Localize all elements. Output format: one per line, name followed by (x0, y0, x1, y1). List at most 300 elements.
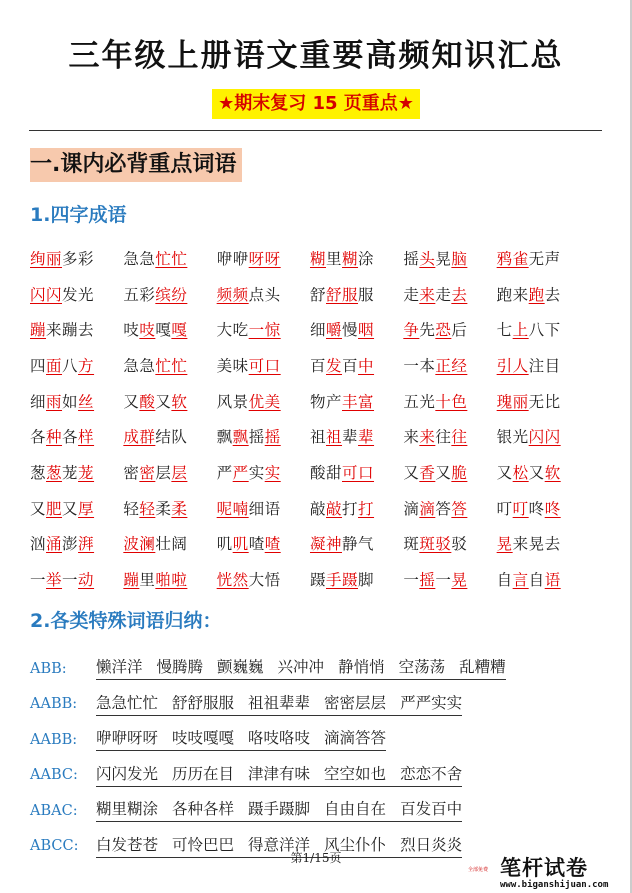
idiom-text: 急急 (123, 356, 156, 375)
category-word: 蹑手蹑脚 (248, 800, 311, 819)
brand-url: www.biganshijuan.com (500, 880, 609, 890)
title-divider (29, 130, 602, 131)
idiom-text: 实 (248, 463, 265, 482)
category-word: 兴冲冲 (277, 658, 325, 677)
idiom-item (497, 497, 590, 519)
idiom-highlight: 丝 (78, 392, 95, 411)
idiom-item (217, 568, 310, 590)
idiom-item (30, 318, 123, 340)
category-label: ABCC: (30, 838, 79, 855)
idiom-highlight: 嚼 (326, 321, 343, 340)
idiom-highlight: 跑 (528, 285, 545, 304)
idiom-highlight: 轻 (139, 499, 156, 518)
idiom-highlight: 争 (403, 321, 420, 340)
idiom-text: 来蹦去 (46, 321, 95, 340)
idiom-highlight: 香 (419, 463, 436, 482)
idiom-highlight: 成群 (123, 428, 156, 447)
idiom-text: 银光 (496, 428, 529, 447)
category-word: 白发苍苍 (96, 835, 159, 854)
category-word: 咿咿呀呀 (96, 729, 159, 748)
subsection-idioms-heading: 1.四字成语 (30, 204, 127, 226)
idiom-text: 七 (496, 321, 513, 340)
category-word: 舒舒服服 (172, 693, 235, 712)
brand-tagline: 全部免费 (468, 867, 489, 873)
idiom-highlight: 茏 (78, 463, 95, 482)
category-label: AABC: (30, 767, 78, 784)
idiom-text: 又 (155, 392, 172, 411)
idiom-text: 百 (342, 356, 359, 375)
idiom-text: 风景 (216, 392, 249, 411)
idiom-text: 轻 (123, 499, 140, 518)
idiom-highlight: 密 (139, 463, 156, 482)
idiom-row (30, 526, 590, 562)
idiom-highlight: 来 (419, 428, 436, 447)
idiom-highlight: 恐 (435, 321, 452, 340)
idiom-item (403, 283, 496, 305)
idiom-text: 葱 (30, 463, 47, 482)
idiom-item (403, 354, 496, 376)
idiom-text: 壮阔 (155, 535, 188, 554)
idiom-row (30, 240, 590, 276)
category-row (30, 651, 590, 687)
idiom-text: 又 (528, 463, 545, 482)
idiom-highlight: 厚 (78, 499, 95, 518)
category-row (30, 687, 590, 723)
idiom-grid (30, 240, 590, 597)
idiom-highlight: 层 (171, 463, 188, 482)
idiom-highlight: 手蹑 (326, 571, 359, 590)
page-number: 第1/15页 (290, 851, 342, 865)
category-word: 空空如也 (324, 764, 387, 783)
idiom-highlight: 呀呀 (248, 249, 281, 268)
idiom-item (403, 532, 496, 554)
idiom-highlight: 忙忙 (155, 249, 188, 268)
idiom-text: 后 (451, 321, 468, 340)
idiom-highlight: 酸 (139, 392, 156, 411)
idiom-highlight: 瑰丽 (496, 392, 529, 411)
idiom-item (123, 318, 216, 340)
idiom-highlight: 糊 (342, 249, 359, 268)
idiom-item (217, 532, 310, 554)
idiom-row (30, 561, 590, 597)
idiom-highlight: 脆 (451, 463, 468, 482)
idiom-item (30, 247, 123, 269)
category-word: 吱吱嘎嘎 (172, 729, 235, 748)
idiom-item (30, 390, 123, 412)
idiom-text: 层 (155, 463, 172, 482)
category-word: 咯吱咯吱 (248, 729, 311, 748)
idiom-highlight: 上 (512, 321, 529, 340)
category-word: 各种各样 (172, 800, 235, 819)
idiom-text: 物产 (309, 392, 342, 411)
idiom-highlight: 实 (264, 463, 281, 482)
idiom-highlight: 优美 (248, 392, 281, 411)
idiom-text: 来晃去 (512, 535, 561, 554)
idiom-text: 往 (435, 428, 452, 447)
category-word: 可怜巴巴 (172, 835, 235, 854)
idiom-row (30, 311, 590, 347)
idiom-item (123, 532, 216, 554)
idiom-item (30, 568, 123, 590)
idiom-item (30, 425, 123, 447)
category-row (30, 722, 590, 758)
idiom-text: 无声 (528, 249, 561, 268)
idiom-text: 咚 (528, 499, 545, 518)
idiom-text: 注目 (528, 356, 561, 375)
idiom-item (217, 247, 310, 269)
category-label: ABAC: (30, 802, 78, 819)
subtitle-banner (0, 89, 632, 119)
idiom-text: 如 (62, 392, 79, 411)
idiom-highlight: 雨 (46, 392, 63, 411)
idiom-row (30, 383, 590, 419)
idiom-highlight: 绚丽 (30, 249, 63, 268)
idiom-item (497, 532, 590, 554)
idiom-item (497, 425, 590, 447)
idiom-text: 走 (403, 285, 420, 304)
idiom-text: 喳 (248, 535, 265, 554)
idiom-item (30, 461, 123, 483)
idiom-highlight: 言 (512, 571, 529, 590)
idiom-highlight: 摇 (264, 428, 281, 447)
idiom-highlight: 种 (46, 428, 63, 447)
idiom-item (217, 390, 310, 412)
idiom-highlight: 吱 (139, 321, 156, 340)
idiom-text: 五彩 (123, 285, 156, 304)
idiom-highlight: 呢喃 (216, 499, 249, 518)
idiom-item (497, 390, 590, 412)
idiom-highlight: 可口 (342, 463, 375, 482)
idiom-text: 一 (403, 571, 420, 590)
idiom-text: 飘 (216, 428, 233, 447)
idiom-highlight: 肥 (46, 499, 63, 518)
category-row (30, 758, 590, 794)
category-label: ABB: (30, 660, 67, 677)
category-word: 密密层层 (324, 693, 387, 712)
idiom-text: 无比 (528, 392, 561, 411)
idiom-highlight: 闪闪 (528, 428, 561, 447)
idiom-item (310, 461, 403, 483)
idiom-item (497, 354, 590, 376)
idiom-text: 走 (435, 285, 452, 304)
category-items (96, 728, 386, 751)
category-word: 百发百中 (400, 800, 463, 819)
subtitle: ★期末复习 15 页重点★ (212, 89, 420, 119)
idiom-highlight: 飘 (232, 428, 249, 447)
idiom-text: 密 (123, 463, 140, 482)
idiom-text: 祖 (309, 428, 326, 447)
section-heading: 一.课内必背重点词语 (30, 148, 242, 182)
idiom-text: 辈 (342, 428, 359, 447)
idiom-text: 八 (62, 356, 79, 375)
idiom-item (217, 497, 310, 519)
idiom-highlight: 方 (78, 356, 95, 375)
idiom-row (30, 490, 590, 526)
idiom-highlight: 面 (46, 356, 63, 375)
idiom-text: 又 (62, 499, 79, 518)
idiom-item (123, 568, 216, 590)
category-label: AABB: (30, 731, 78, 748)
idiom-row (30, 454, 590, 490)
idiom-text: 摇 (248, 428, 265, 447)
idiom-item (217, 461, 310, 483)
idiom-highlight: 祖 (326, 428, 343, 447)
category-word: 急急忙忙 (96, 693, 159, 712)
idiom-item (310, 247, 403, 269)
category-items (96, 764, 462, 787)
idiom-text: 去 (544, 285, 561, 304)
idiom-highlight: 柔 (171, 499, 188, 518)
idiom-item (403, 425, 496, 447)
idiom-item (30, 283, 123, 305)
category-word: 津津有味 (248, 764, 311, 783)
idiom-highlight: 涌 (46, 535, 63, 554)
idiom-text: 舒 (309, 285, 326, 304)
idiom-highlight: 湃 (78, 535, 95, 554)
idiom-item (30, 354, 123, 376)
category-label: AABB: (30, 696, 78, 713)
idiom-text: 又 (435, 463, 452, 482)
category-word: 自由自在 (324, 800, 387, 819)
idiom-highlight: 引人 (496, 356, 529, 375)
idiom-item (497, 283, 590, 305)
idiom-item (310, 283, 403, 305)
idiom-text: 斑 (403, 535, 420, 554)
idiom-item (217, 318, 310, 340)
idiom-highlight: 来 (419, 285, 436, 304)
idiom-highlight: 举 (46, 571, 63, 590)
idiom-text: 茏 (62, 463, 79, 482)
idiom-highlight: 啪啦 (155, 571, 188, 590)
idiom-text: 柔 (155, 499, 172, 518)
idiom-text: 咿咿 (216, 249, 249, 268)
category-word: 慢腾腾 (156, 658, 204, 677)
idiom-item (310, 532, 403, 554)
idiom-text: 服 (358, 285, 375, 304)
idiom-text: 又 (30, 499, 47, 518)
idiom-highlight: 晃 (496, 535, 513, 554)
idiom-highlight: 闪闪 (30, 285, 63, 304)
idiom-text: 叽 (216, 535, 233, 554)
category-word: 恋恋不舍 (400, 764, 463, 783)
idiom-text: 来 (403, 428, 420, 447)
idiom-highlight: 舒服 (326, 285, 359, 304)
idiom-highlight: 忙忙 (155, 356, 188, 375)
idiom-highlight: 样 (78, 428, 95, 447)
page-title: 三年级上册语文重要高频知识汇总 (68, 38, 564, 74)
idiom-highlight: 晃 (451, 571, 468, 590)
idiom-item (310, 390, 403, 412)
idiom-row (30, 276, 590, 312)
idiom-item (497, 568, 590, 590)
idiom-highlight: 严 (232, 463, 249, 482)
idiom-text: 结队 (155, 428, 188, 447)
idiom-highlight: 敲 (326, 499, 343, 518)
idiom-text: 美味 (216, 356, 249, 375)
idiom-item (123, 283, 216, 305)
idiom-text: 自 (528, 571, 545, 590)
idiom-text: 多彩 (62, 249, 95, 268)
brand-logo (468, 852, 628, 892)
idiom-text: 百 (309, 356, 326, 375)
idiom-text: 点头 (248, 285, 281, 304)
idiom-text: 又 (123, 392, 140, 411)
idiom-item (123, 461, 216, 483)
idiom-text: 涂 (358, 249, 375, 268)
idiom-item (310, 318, 403, 340)
idiom-text: 里 (139, 571, 156, 590)
idiom-row (30, 418, 590, 454)
idiom-text: 嘎 (155, 321, 172, 340)
subsection-categories-heading: 2.各类特殊词语归纳： (30, 610, 222, 632)
idiom-highlight: 正经 (435, 356, 468, 375)
idiom-highlight: 斑驳 (419, 535, 452, 554)
idiom-item (30, 497, 123, 519)
idiom-highlight: 糊 (309, 249, 326, 268)
idiom-text: 急急 (123, 249, 156, 268)
idiom-item (30, 532, 123, 554)
idiom-highlight: 往 (451, 428, 468, 447)
idiom-text: 又 (403, 463, 420, 482)
category-word: 糊里糊涂 (96, 800, 159, 819)
idiom-text: 细语 (248, 499, 281, 518)
idiom-highlight: 咚 (544, 499, 561, 518)
idiom-item (310, 497, 403, 519)
idiom-highlight: 一惊 (248, 321, 281, 340)
idiom-text: 四 (30, 356, 47, 375)
idiom-item (310, 568, 403, 590)
idiom-item (123, 354, 216, 376)
idiom-highlight: 脑 (451, 249, 468, 268)
category-items (96, 799, 462, 822)
idiom-highlight: 恍然 (216, 571, 249, 590)
idiom-highlight: 波澜 (123, 535, 156, 554)
category-word: 历历在目 (172, 764, 235, 783)
idiom-item (497, 461, 590, 483)
idiom-highlight: 喳 (264, 535, 281, 554)
idiom-text: 里 (326, 249, 343, 268)
category-word: 乱糟糟 (459, 658, 506, 677)
idiom-highlight: 软 (171, 392, 188, 411)
idiom-item (123, 425, 216, 447)
idiom-text: 蹑 (309, 571, 326, 590)
idiom-text: 细 (30, 392, 47, 411)
idiom-text: 自 (496, 571, 513, 590)
category-word: 得意洋洋 (248, 835, 311, 854)
idiom-item (403, 568, 496, 590)
idiom-text: 酸甜 (309, 463, 342, 482)
category-word: 空荡荡 (398, 658, 446, 677)
idiom-text: 驳 (451, 535, 468, 554)
idiom-text: 慢 (342, 321, 359, 340)
idiom-item (217, 425, 310, 447)
idiom-highlight: 语 (544, 571, 561, 590)
idiom-text: 摇 (403, 249, 420, 268)
idiom-text: 叮 (496, 499, 513, 518)
idiom-item (403, 318, 496, 340)
idiom-text: 吱 (123, 321, 140, 340)
idiom-text: 滴 (403, 499, 420, 518)
idiom-highlight: 发 (326, 356, 343, 375)
idiom-text: 晃 (435, 249, 452, 268)
category-word: 祖祖辈辈 (248, 693, 311, 712)
idiom-highlight: 中 (358, 356, 375, 375)
idiom-highlight: 软 (544, 463, 561, 482)
category-word: 颤巍巍 (217, 658, 264, 677)
category-word: 烈日炎炎 (400, 835, 463, 854)
idiom-text: 各 (62, 428, 79, 447)
idiom-highlight: 十色 (435, 392, 468, 411)
idiom-item (217, 354, 310, 376)
idiom-item (403, 497, 496, 519)
idiom-item (403, 390, 496, 412)
idiom-row (30, 347, 590, 383)
idiom-text: 各 (30, 428, 47, 447)
idiom-text: 大吃 (216, 321, 249, 340)
category-word: 懒洋洋 (96, 658, 143, 677)
idiom-item (403, 461, 496, 483)
category-items (96, 657, 506, 680)
category-items (96, 693, 462, 716)
idiom-highlight: 叮 (512, 499, 529, 518)
idiom-highlight: 凝神 (309, 535, 342, 554)
idiom-highlight: 答 (451, 499, 468, 518)
idiom-highlight: 咽 (358, 321, 375, 340)
idiom-highlight: 叽 (232, 535, 249, 554)
idiom-text: 发光 (62, 285, 95, 304)
idiom-text: 八下 (528, 321, 561, 340)
idiom-highlight: 鸦雀 (496, 249, 529, 268)
idiom-highlight: 嘎 (171, 321, 188, 340)
idiom-highlight: 摇 (419, 571, 436, 590)
idiom-text: 一本 (403, 356, 436, 375)
idiom-item (310, 354, 403, 376)
idiom-text: 一 (30, 571, 47, 590)
idiom-item (217, 283, 310, 305)
idiom-text: 又 (496, 463, 513, 482)
idiom-text: 细 (309, 321, 326, 340)
idiom-highlight: 头 (419, 249, 436, 268)
idiom-highlight: 蹦 (123, 571, 140, 590)
category-word: 风尘仆仆 (324, 835, 387, 854)
idiom-text: 答 (435, 499, 452, 518)
idiom-text: 打 (342, 499, 359, 518)
idiom-item (123, 390, 216, 412)
idiom-highlight: 动 (78, 571, 95, 590)
idiom-text: 跑来 (496, 285, 529, 304)
idiom-highlight: 频频 (216, 285, 249, 304)
idiom-highlight: 葱 (46, 463, 63, 482)
idiom-text: 汹 (30, 535, 47, 554)
idiom-highlight: 松 (512, 463, 529, 482)
category-word: 闪闪发光 (96, 764, 159, 783)
idiom-highlight: 打 (358, 499, 375, 518)
category-word: 严严实实 (400, 693, 463, 712)
idiom-text: 先 (419, 321, 436, 340)
idiom-highlight: 缤纷 (155, 285, 188, 304)
category-row (30, 793, 590, 829)
idiom-highlight: 蹦 (30, 321, 47, 340)
idiom-highlight: 丰富 (342, 392, 375, 411)
idiom-text: 静气 (342, 535, 375, 554)
idiom-text: 脚 (358, 571, 375, 590)
idiom-highlight: 去 (451, 285, 468, 304)
idiom-text: 一 (62, 571, 79, 590)
idiom-text: 五光 (403, 392, 436, 411)
idiom-item (497, 318, 590, 340)
idiom-text: 大悟 (248, 571, 281, 590)
idiom-item (123, 497, 216, 519)
